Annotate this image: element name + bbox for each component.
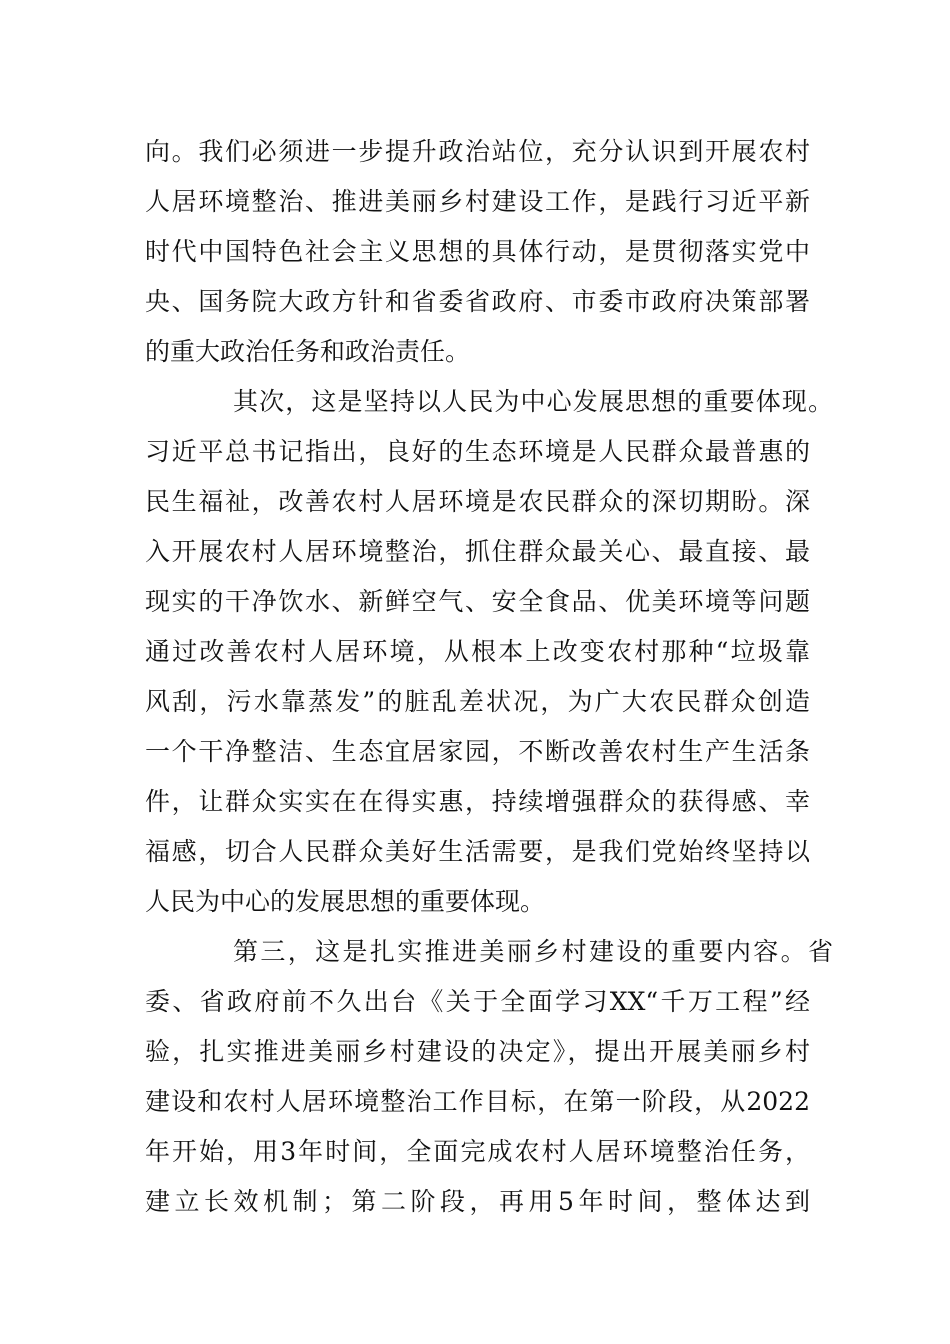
paragraph-2-line-5: 现实的干净饮水、新鲜空气、安全食品、优美环境等问题	[145, 587, 810, 616]
paragraph-2-line-3: 民生福祉，改善农村人居环境是农民群众的深切期盼。深	[145, 487, 810, 516]
paragraph-3-line-4: 建设和农村人居环境整治工作目标，在第一阶段，从2022	[145, 1087, 810, 1116]
paragraph-1-line-1: 向。我们必须进一步提升政治站位，充分认识到开展农村	[145, 137, 810, 166]
paragraph-2-line-9: 件，让群众实实在在得实惠，持续增强群众的获得感、幸	[145, 787, 810, 816]
paragraph-2-line-11: 人民为中心的发展思想的重要体现。	[145, 887, 546, 916]
paragraph-3-line-2: 委、省政府前不久出台《关于全面学习XX“千万工程”经	[145, 987, 810, 1016]
paragraph-3-line-1: 第三，这是扎实推进美丽乡村建设的重要内容。省	[233, 937, 833, 966]
paragraph-3-line-5: 年开始，用3年时间，全面完成农村人居环境整治任务，	[145, 1137, 810, 1166]
paragraph-2-line-4: 入开展农村人居环境整治，抓住群众最关心、最直接、最	[145, 537, 810, 566]
paragraph-3-line-6: 建立长效机制；第二阶段，再用5年时间，整体达到	[145, 1187, 810, 1216]
paragraph-1-line-2: 人居环境整治、推进美丽乡村建设工作，是践行习近平新	[145, 187, 810, 216]
paragraph-2-line-8: 一个干净整洁、生态宜居家园，不断改善农村生产生活条	[145, 737, 810, 766]
paragraph-1-line-4: 央、国务院大政方针和省委省政府、市委市政府决策部署	[145, 287, 810, 316]
paragraph-2-line-7: 风刮，污水靠蒸发”的脏乱差状况，为广大农民群众创造	[145, 687, 810, 716]
paragraph-1-line-5: 的重大政治任务和政治责任。	[145, 337, 471, 366]
paragraph-2-line-10: 福感，切合人民群众美好生活需要，是我们党始终坚持以	[145, 837, 810, 866]
paragraph-2-line-6: 通过改善农村人居环境，从根本上改变农村那种“垃圾靠	[145, 637, 810, 666]
paragraph-1-line-3: 时代中国特色社会主义思想的具体行动，是贯彻落实党中	[145, 237, 810, 266]
paragraph-2-line-1: 其次，这是坚持以人民为中心发展思想的重要体现。	[233, 387, 833, 416]
paragraph-3-line-3: 验，扎实推进美丽乡村建设的决定》，提出开展美丽乡村	[145, 1037, 810, 1066]
paragraph-2-line-2: 习近平总书记指出，良好的生态环境是人民群众最普惠的	[145, 437, 810, 466]
